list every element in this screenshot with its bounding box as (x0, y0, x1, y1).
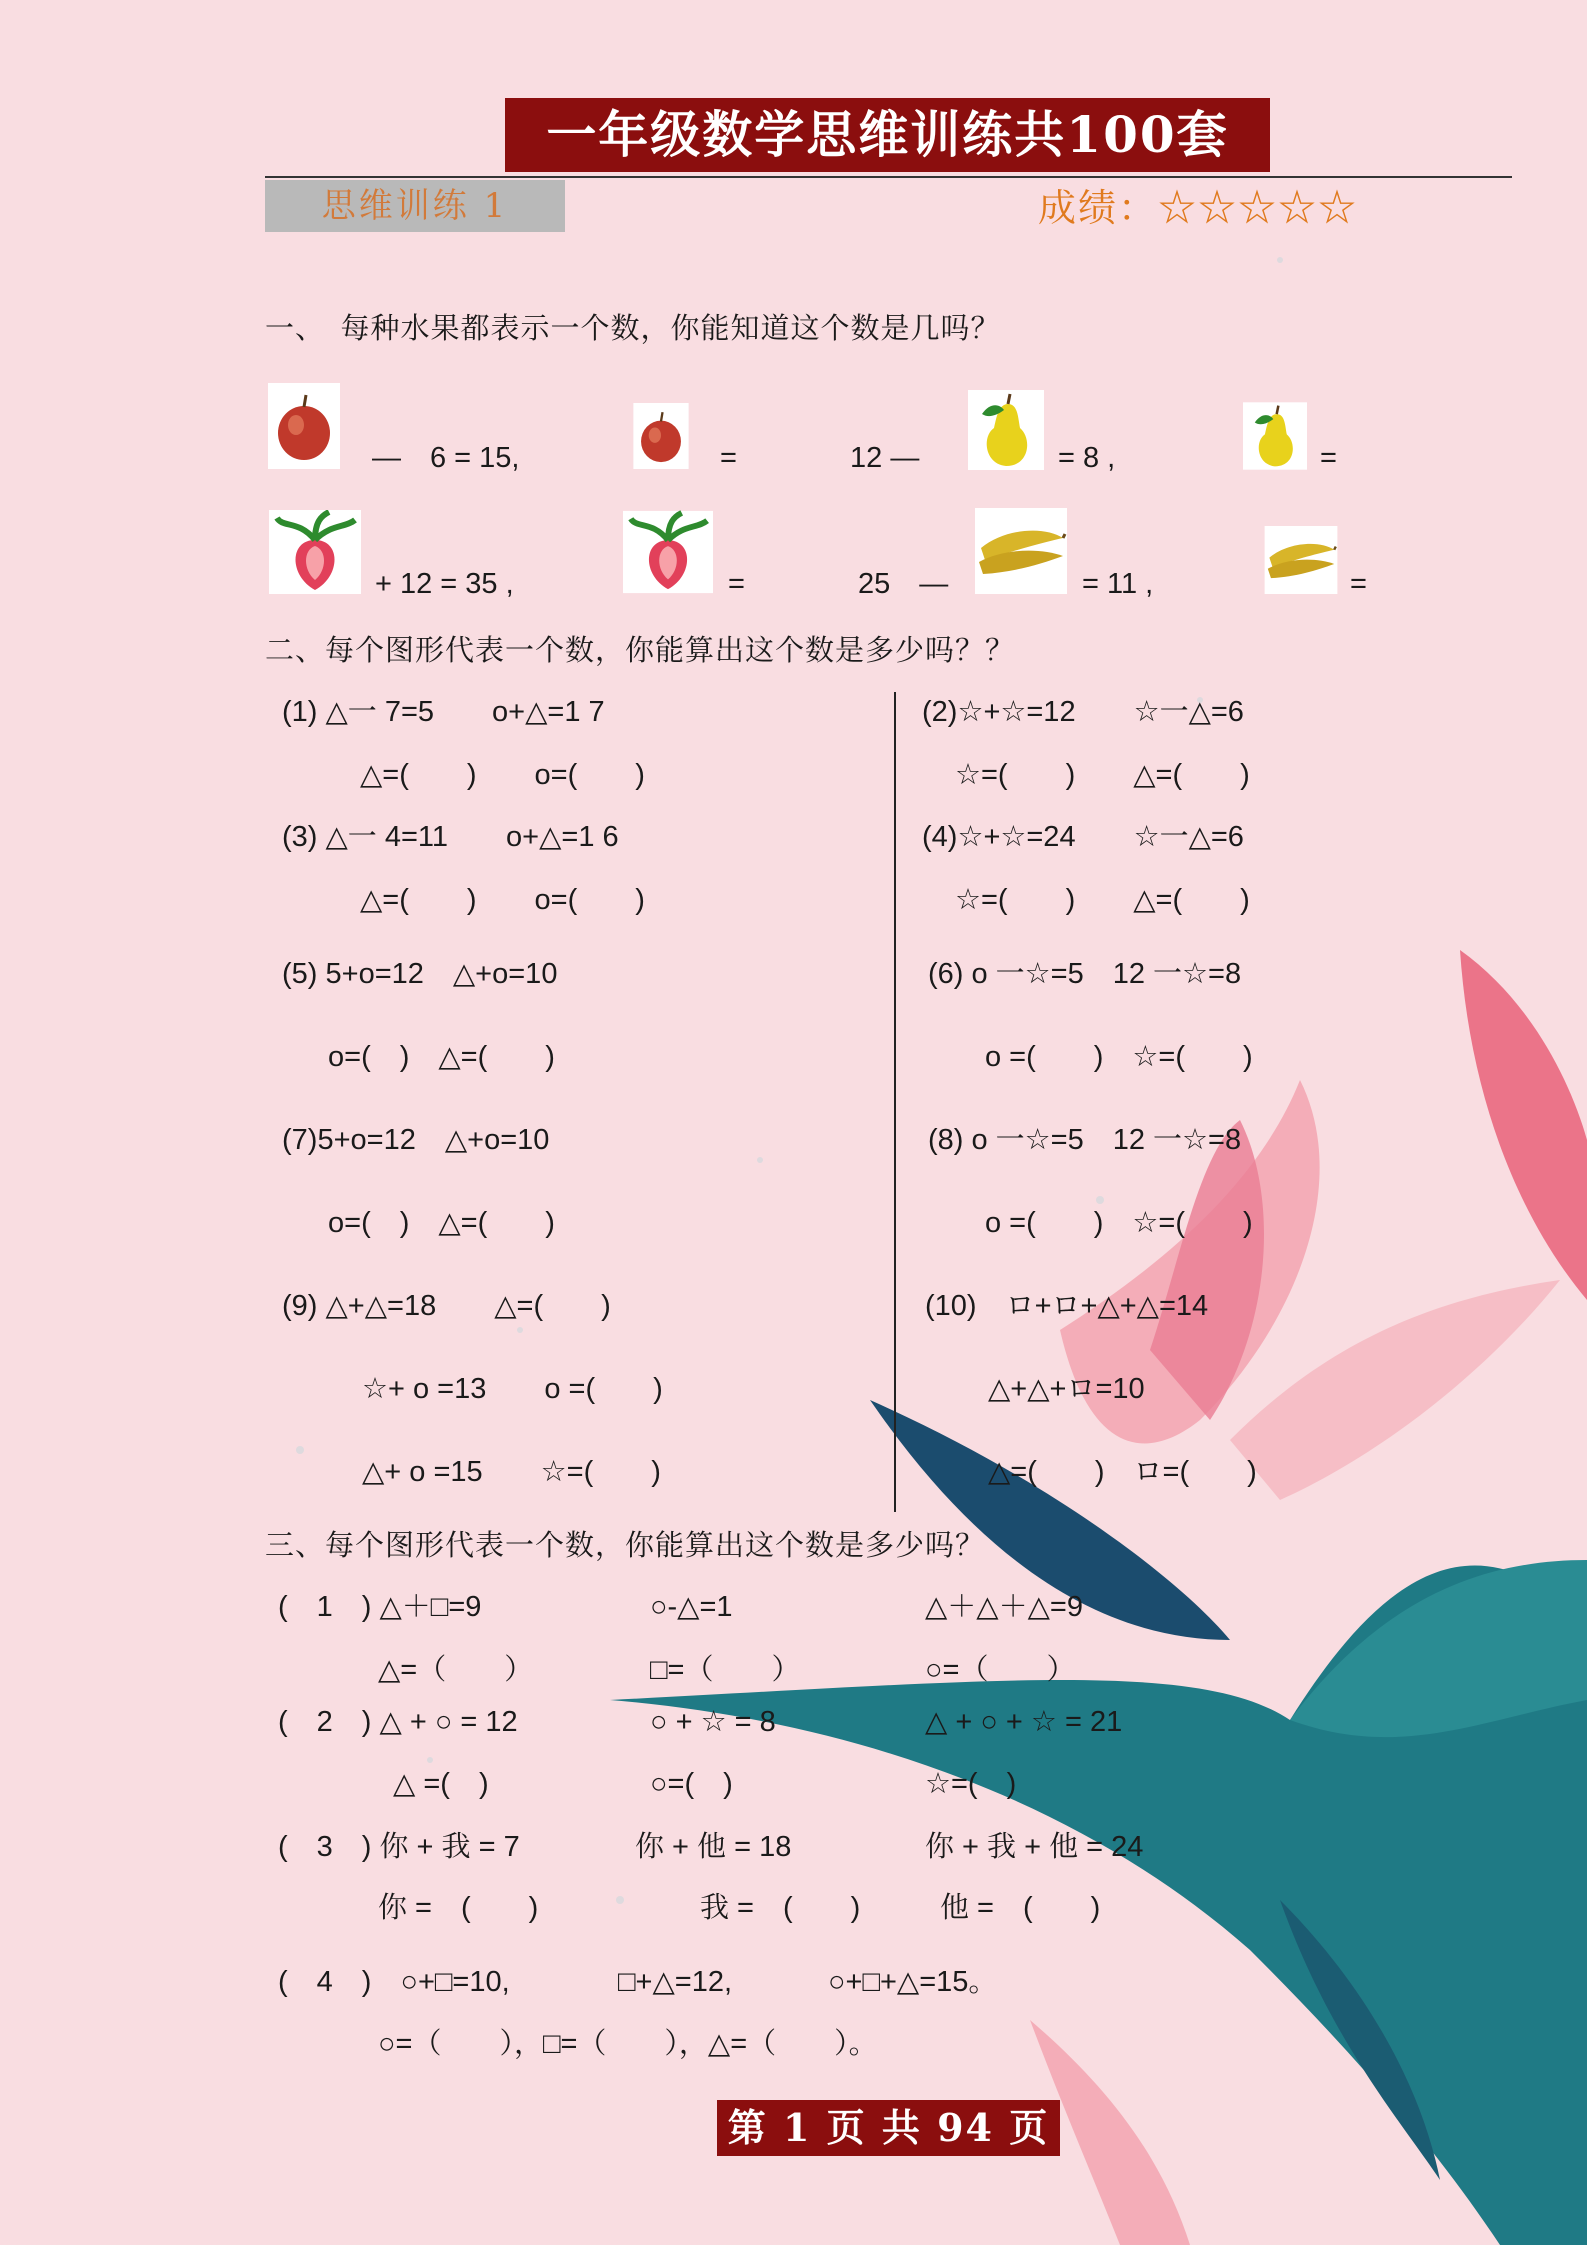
s1-row2-c: 25 — (858, 568, 949, 600)
page-footer: 第 1 页 共 94 页 (717, 2100, 1060, 2156)
banana-icon (975, 508, 1067, 594)
s1-row2-a: + 12 = 35 , (375, 568, 514, 600)
s3-q2-c: △ + ○ + ☆ = 21 (925, 1706, 1123, 1738)
s2-q10-line2: △+△+ロ=10 (988, 1373, 1145, 1405)
s2-q7: (7)5+o=12 △+o=10 (282, 1124, 550, 1156)
s2-q5: (5) 5+o=12 △+o=10 (282, 958, 558, 990)
s2-q7-answer: o=( ) △=( ) (328, 1207, 555, 1239)
s3-q1-ans-b: □=（ ） (650, 1654, 801, 1686)
s2-q1-answer: △=( ) o=( ) (360, 759, 645, 791)
s2-q4: (4)☆+☆=24 ☆一△=6 (922, 821, 1244, 853)
s3-q2-b: ○ + ☆ = 8 (650, 1706, 776, 1738)
s2-q1: (1) △一 7=5 o+△=1 7 (282, 696, 605, 728)
s2-q6-answer: o =( ) ☆=( ) (985, 1041, 1253, 1073)
s2-q3: (3) △一 4=11 o+△=1 6 (282, 821, 619, 853)
s2-q10: (10) ロ+ロ+△+△=14 (925, 1290, 1209, 1322)
s2-q2-answer: ☆=( ) △=( ) (955, 759, 1250, 791)
s2-q9-line2: ☆+ o =13 o =( ) (362, 1373, 663, 1405)
s3-q1-b: ○-△=1 (650, 1591, 733, 1623)
s3-q3-ans-b: 我 = ( ) (700, 1892, 861, 1924)
s2-q5-answer: o=( ) △=( ) (328, 1041, 555, 1073)
s2-q9: (9) △+△=18 △=( ) (282, 1290, 611, 1322)
column-divider (894, 692, 896, 1512)
s3-q1-ans-c: ○=（ ） (925, 1654, 1076, 1686)
s3-q2-ans-b: ○=( ) (650, 1768, 733, 1800)
s3-q2-ans-c: ☆=( ) (925, 1768, 1017, 1800)
s3-q3-a: ( 3 ) 你 + 我 = 7 (278, 1831, 520, 1863)
s1-row1-d: = 8 , (1058, 442, 1116, 474)
s1-row1-b: = (720, 442, 737, 474)
s2-q8: (8) o 一☆=5 12 一☆=8 (928, 1124, 1242, 1156)
s3-q1-ans-a: △=（ ） (378, 1654, 534, 1686)
score-stars: 成绩：☆☆☆☆☆ (1038, 186, 1359, 230)
s2-q10-line3: △=( ) ロ=( ) (988, 1456, 1257, 1488)
s2-q2: (2)☆+☆=12 ☆一△=6 (922, 696, 1244, 728)
s3-q3-ans-a: 你 = ( ) (378, 1892, 539, 1924)
header-divider (265, 176, 1512, 178)
radish-icon (623, 510, 713, 594)
s1-row2-d: = 11 , (1082, 568, 1154, 600)
s3-q4-a: ( 4 ) ○+□=10, (278, 1966, 510, 1998)
s2-q4-answer: ☆=( ) △=( ) (955, 884, 1250, 916)
s3-q4-b: □+△=12, (618, 1966, 733, 1998)
radish-icon (269, 510, 361, 594)
s2-q8-answer: o =( ) ☆=( ) (985, 1207, 1253, 1239)
s1-row1-e: = (1320, 442, 1337, 474)
s3-q1-c: △＋△＋△=9 (925, 1591, 1083, 1623)
s1-row2-b: = (728, 568, 745, 600)
s3-q4-ans: ○=（ ），□=（ ），△=（ ）。 (378, 2028, 878, 2060)
apple-icon (633, 403, 689, 469)
s3-q2-a: ( 2 ) △ + ○ = 12 (278, 1706, 518, 1738)
pear-icon (968, 390, 1044, 470)
banana-icon (1264, 526, 1338, 594)
s1-row1-c: 12 — (850, 442, 920, 474)
s3-q2-ans-a: △ =( ) (393, 1768, 489, 1800)
section1-heading: 一、 每种水果都表示一个数，你能知道这个数是几吗？ (265, 311, 1001, 345)
s3-q3-ans-c: 他 = ( ) (940, 1892, 1101, 1924)
apple-icon (268, 383, 340, 469)
s2-q3-answer: △=( ) o=( ) (360, 884, 645, 916)
lesson-label: 思维训练 1 (265, 180, 565, 232)
s1-row1-a: — 6 = 15, (372, 442, 520, 474)
s1-row2-e: = (1350, 568, 1367, 600)
pear-icon (1243, 402, 1307, 470)
s3-q3-c: 你 + 我 + 他 = 24 (925, 1831, 1144, 1863)
section2-heading: 二、每个图形代表一个数，你能算出这个数是多少吗？？ (265, 633, 1016, 667)
s2-q6: (6) o 一☆=5 12 一☆=8 (928, 958, 1242, 990)
s3-q3-b: 你 + 他 = 18 (635, 1831, 792, 1863)
s3-q4-c: ○+□+△=15。 (828, 1966, 998, 1998)
s3-q1-a: ( 1 ) △＋□=9 (278, 1591, 482, 1623)
s2-q9-line3: △+ o =15 ☆=( ) (362, 1456, 661, 1488)
page-title: 一年级数学思维训练共100套 (505, 98, 1270, 172)
section3-heading: 三、每个图形代表一个数，你能算出这个数是多少吗？ (265, 1528, 986, 1562)
